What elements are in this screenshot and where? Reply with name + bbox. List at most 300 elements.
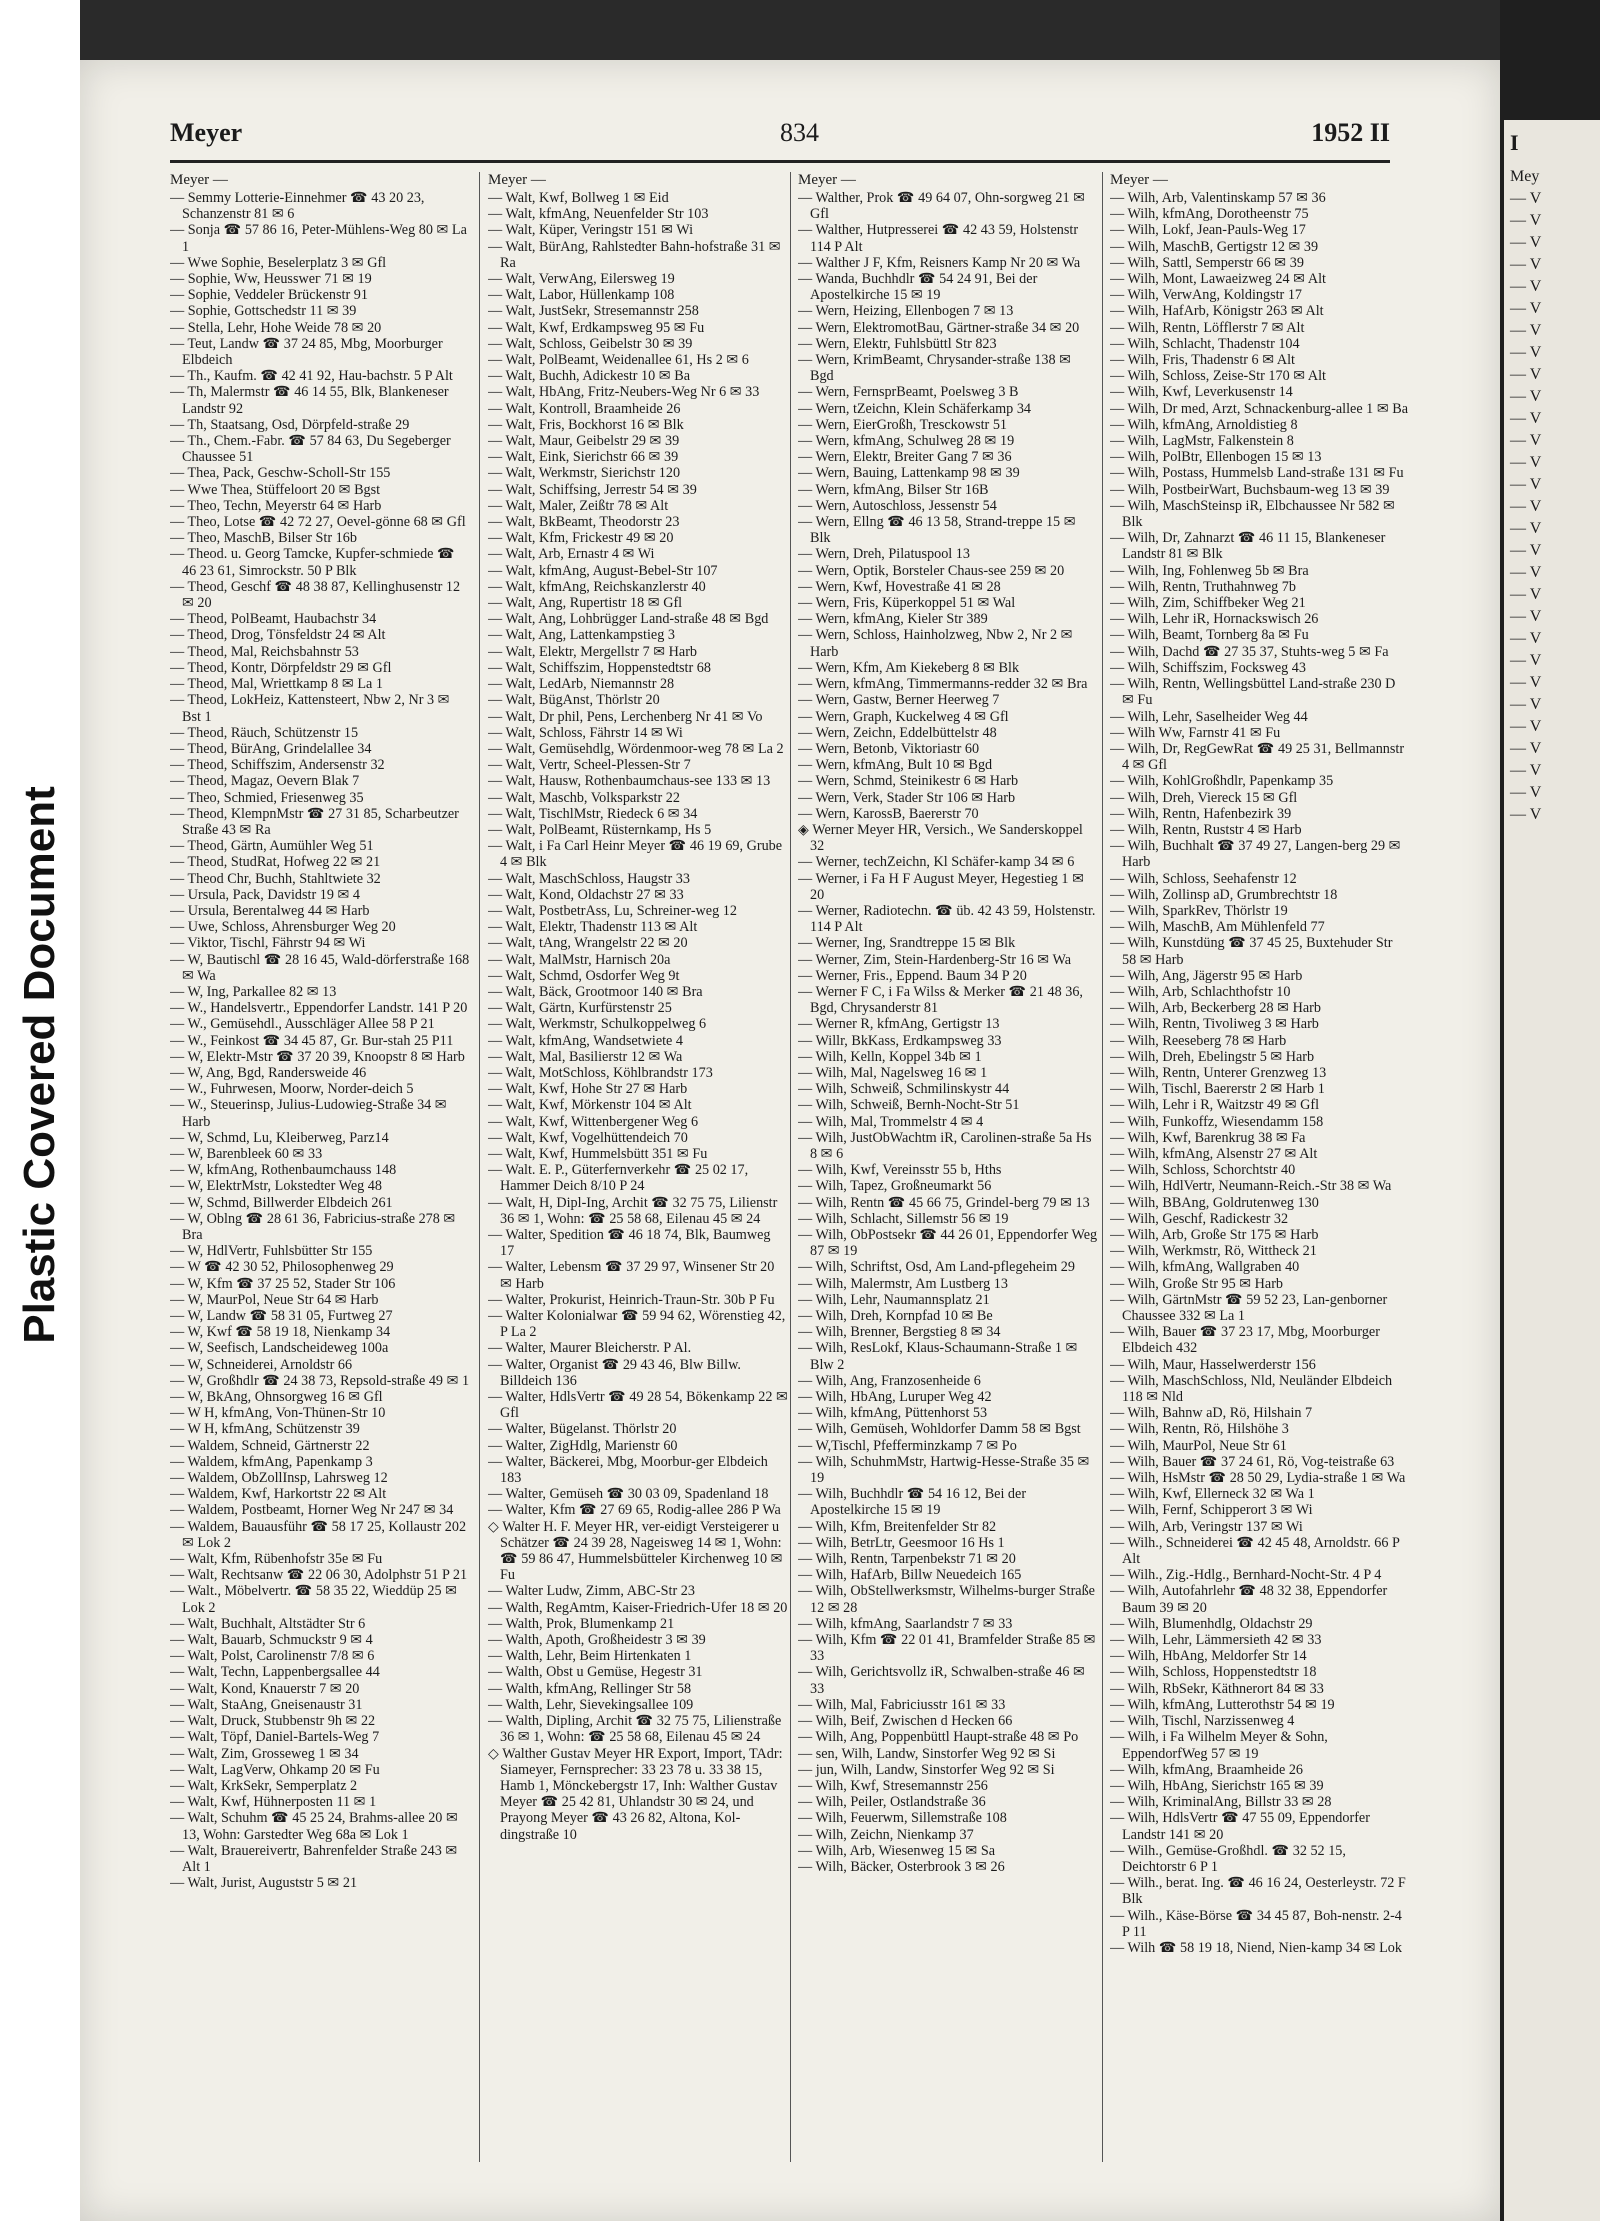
directory-entry: — Wilh, MaschB, Gertigstr 12 ✉ 39 xyxy=(1110,238,1319,255)
directory-entry: — Wern, Dreh, Pilatuspool 13 xyxy=(798,546,970,563)
directory-entry: — Wilh, Beif, Zwischen d Hecken 66 xyxy=(798,1713,1013,1730)
directory-entry: — Wilh, Schlacht, Sillemstr 56 ✉ 19 xyxy=(798,1210,1009,1227)
directory-entry: — Wilh, Zeichn, Nienkamp 37 xyxy=(798,1826,974,1843)
directory-entry: — Wilh, Fernf, Schipperort 3 ✉ Wi xyxy=(1110,1502,1313,1519)
directory-entry: — Theod, Mal, Wriettkamp 8 ✉ La 1 xyxy=(170,676,383,693)
facing-page-items xyxy=(1504,166,1600,826)
directory-entry: — Wilh, Kfm, Breitenfelder Str 82 xyxy=(798,1518,997,1535)
directory-entry: — Theo, Techn, Meyerstr 64 ✉ Harb xyxy=(170,497,382,514)
directory-entry: — Walt, PostbetrAss, Lu, Schreiner-weg 12 xyxy=(488,902,737,919)
directory-entry: — Theod Chr, Buchh, Stahltwiete 32 xyxy=(170,870,381,887)
directory-entry: — Wilh., Schneiderei ☎ 42 45 48, Arnoldstr. 66 P Alt xyxy=(1110,1534,1400,1568)
directory-entry: — Wern, Fris, Küperkoppel 51 ✉ Wal xyxy=(798,595,1016,612)
directory-entry: — Stella, Lehr, Hohe Weide 78 ✉ 20 xyxy=(170,319,382,336)
column-2 xyxy=(488,172,788,2162)
directory-entry: — Wilh Ww, Farnstr 41 ✉ Fu xyxy=(1110,724,1281,741)
directory-entry: — Wilh, Funkoffz, Wiesendamm 158 xyxy=(1110,1113,1324,1130)
side-stamp-label: Plastic Covered Document xyxy=(15,786,64,1344)
directory-entry: — Walt, BkBeamt, Theodorstr 23 xyxy=(488,514,680,531)
directory-entry: — Theod, KlempnMstr ☎ 27 31 85, Scharbeutzer Straße 43 ✉ Ra xyxy=(170,805,459,838)
directory-entry: — Walter, Spedition ☎ 46 18 74, Blk, Baumweg 17 xyxy=(488,1227,771,1260)
directory-entry: — Walt, Fris, Bockhorst 16 ✉ Blk xyxy=(488,416,684,433)
directory-entry: — Wern, KrimBeamt, Chrysander-straße 138 ✉ Bgd xyxy=(798,352,1071,385)
directory-entry: — Walter, HdlsVertr ☎ 49 28 54, Bökenkamp 22 ✉ Gfl xyxy=(488,1389,788,1422)
facing-page-line: — V xyxy=(1510,784,1542,801)
facing-page-line: — V xyxy=(1510,476,1542,493)
directory-entry: — Wilh, HbAng, Meldorfer Str 14 xyxy=(1110,1648,1307,1665)
directory-entry: — Wern, Optik, Borsteler Chaus-see 259 ✉ 20 xyxy=(798,562,1065,579)
directory-entry: — Walt, Bauarb, Schmuckstr 9 ✉ 4 xyxy=(170,1632,373,1649)
directory-entry: — Wern, EierGroßh, Tresckowstr 51 xyxy=(798,416,1008,433)
directory-entry: — Theod, Kontr, Dörpfeldstr 29 ✉ Gfl xyxy=(170,659,392,676)
directory-entry: — Wilh, Schloss, Zeise-Str 170 ✉ Alt xyxy=(1110,368,1326,385)
directory-entry: — W., Fuhrwesen, Moorw, Norder-deich 5 xyxy=(170,1081,414,1098)
directory-entry: — Wilh, MaschSchloss, Nld, Neuländer Elbdeich 118 ✉ Nld xyxy=(1110,1372,1393,1406)
directory-entry: — Wilh., Zig.-Hdlg., Bernhard-Nocht-Str. 4 P 4 xyxy=(1110,1567,1382,1584)
directory-entry: — Wilh, Blumenhdlg, Oldachstr 29 xyxy=(1110,1615,1313,1632)
directory-entry: — Walt, Ang, Lohbrügger Land-straße 48 ✉ Bgd xyxy=(488,611,769,628)
directory-entry: — Wilh, kfmAng, Alsenstr 27 ✉ Alt xyxy=(1110,1145,1318,1162)
directory-entry: — Wilh, Dr, Zahnarzt ☎ 46 11 15, Blankeneser Landstr 81 ✉ Blk xyxy=(1110,530,1386,563)
facing-page-line: — V xyxy=(1510,256,1542,273)
directory-entry: — W, Ang, Bgd, Randersweide 46 xyxy=(170,1064,367,1081)
directory-entry: — Wilh, Kunstdüng ☎ 37 45 25, Buxtehuder Str 58 ✉ Harb xyxy=(1110,935,1393,968)
directory-entry: — Theo, Lotse ☎ 42 72 27, Oevel-gönne 68 ✉ Gfl xyxy=(170,514,466,531)
directory-entry: — Wilh, Kwf, Vereinsstr 55 b, Hths xyxy=(798,1162,1002,1179)
directory-entry: — Walth, Obst u Gemüse, Hegestr 31 xyxy=(488,1664,703,1681)
directory-entry: — Wern, Elektr, Fuhlsbüttl Str 823 xyxy=(798,335,997,352)
directory-entry: — Walt, Bäck, Grootmoor 140 ✉ Bra xyxy=(488,983,703,1000)
listing-columns xyxy=(170,172,1410,2162)
directory-entry: — Wilh, Sattl, Semperstr 66 ✉ 39 xyxy=(1110,254,1304,271)
directory-entry: — Wern, Kfm, Am Kiekeberg 8 ✉ Blk xyxy=(798,659,1020,676)
directory-entry: — Wilh, kfmAng, Braamheide 26 xyxy=(1110,1761,1304,1778)
directory-entry: — Walt, Schloss, Fährstr 14 ✉ Wi xyxy=(488,724,683,741)
directory-entry: — Walt, BürAng, Rahlstedter Bahn-hofstraße 31 ✉ Ra xyxy=(488,238,781,271)
facing-page-line: — V xyxy=(1510,432,1542,449)
directory-entry: — Wilh, Feuerwm, Sillemstraße 108 xyxy=(798,1810,1007,1827)
directory-entry: — W, Schmd, Lu, Kleiberweg, Parz14 xyxy=(170,1129,389,1146)
directory-entry: — Wilh, Beamt, Tornberg 8a ✉ Fu xyxy=(1110,627,1309,644)
directory-entry: — Walt, Kond, Oldachstr 27 ✉ 33 xyxy=(488,886,684,903)
directory-entry: — W, Schneiderei, Arnoldstr 66 xyxy=(170,1356,353,1373)
facing-page-line: — V xyxy=(1510,366,1542,383)
facing-page-line: — V xyxy=(1510,300,1542,317)
directory-entry: — Walt, Techn, Lappenbergsallee 44 xyxy=(170,1664,380,1681)
directory-entry: — Walt, Maler, Zeißtr 78 ✉ Alt xyxy=(488,497,669,514)
directory-entry: — Wilh, Mal, Trommelstr 4 ✉ 4 xyxy=(798,1113,984,1130)
directory-entry: — Sophie, Ww, Heusswег 71 ✉ 19 xyxy=(170,271,372,288)
left-margin xyxy=(0,0,80,2221)
facing-page-line: — V xyxy=(1510,410,1542,427)
column-divider xyxy=(790,172,791,2162)
directory-entry: — Walt, Dr phil, Pens, Lerchenberg Nr 41 ✉ Vo xyxy=(488,708,763,725)
facing-page-line: — V xyxy=(1510,652,1542,669)
directory-entry: — Wilh, Dreh, Viereck 15 ✉ Gfl xyxy=(1110,789,1298,806)
directory-entry: — Wilh, Bahnw aD, Rö, Hilshain 7 xyxy=(1110,1405,1313,1422)
directory-entry: — Wern, Kwf, Hovestraße 41 ✉ 28 xyxy=(798,578,1001,595)
directory-entry: — Walt, BügAnst, Thörlstr 20 xyxy=(488,692,660,709)
directory-entry: — Wilh, Rentn, Wellingsbüttel Land-straße 230 D ✉ Fu xyxy=(1110,676,1396,709)
directory-entry: — W, Ing, Parkallee 82 ✉ 13 xyxy=(170,983,337,1000)
directory-entry: — Wilh, RbSekr, Käthnerort 84 ✉ 33 xyxy=(1110,1680,1324,1697)
directory-entry: — Walt, PolBeamt, Weidenallee 61, Hs 2 ✉ 6 xyxy=(488,352,749,369)
directory-entry: — Wilh, PostbeirWart, Buchsbaum-weg 13 ✉ 39 xyxy=(1110,481,1390,498)
directory-entry: — Wwe Sophie, Beselerplatz 3 ✉ Gfl xyxy=(170,254,387,271)
facing-page-line: — V xyxy=(1510,388,1542,405)
directory-entry: — Walt., Möbelvertr. ☎ 58 35 22, Wieddüp 25 ✉ Lok 2 xyxy=(170,1583,458,1616)
facing-page-heading: I xyxy=(1510,130,1519,155)
directory-entry: — Waldem, Schneid, Gärtnerstr 22 xyxy=(170,1437,370,1454)
directory-entry: — Wilh, Rentn, Hafenbezirk 39 xyxy=(1110,805,1292,822)
directory-entry: — Wilh, Mal, Fabriciusstr 161 ✉ 33 xyxy=(798,1696,1006,1713)
directory-entry: — W, Kfm ☎ 37 25 52, Stader Str 106 xyxy=(170,1275,396,1292)
directory-entry: — Walth, kfmAng, Rellinger Str 58 xyxy=(488,1680,692,1697)
directory-entry: — Wern, Schloss, Hainholzweg, Nbw 2, Nr 2 ✉ Harb xyxy=(798,627,1073,660)
directory-entry: — Wilh., Käse-Börse ☎ 34 45 87, Boh-nenstr. 2-4 P 11 xyxy=(1110,1907,1402,1940)
directory-entry: — Walter, ZigHdlg, Marienstr 60 xyxy=(488,1437,678,1454)
directory-entry: — W ☎ 42 30 52, Philosophenweg 29 xyxy=(170,1259,394,1276)
directory-entry: — Wilh, Arb, Veringstr 137 ✉ Wi xyxy=(1110,1518,1303,1535)
directory-entry: — Walt, LedArb, Niemannstr 28 xyxy=(488,676,675,693)
directory-entry: — Wern, Heizing, Ellenbogen 7 ✉ 13 xyxy=(798,303,1014,320)
directory-entry: — Wilh, Arb, Valentinskamp 57 ✉ 36 xyxy=(1110,190,1326,206)
directory-entry: — Walt. E. P., Güterfernverkehr ☎ 25 02 17, Hammer Deich 8/10 P 24 xyxy=(488,1162,749,1195)
directory-entry: — Waldem, Postbeamt, Horner Weg Nr 247 ✉ 34 xyxy=(170,1502,454,1519)
directory-entry: — W., Handelsvertr., Eppendorfer Landstr. 141 P 20 xyxy=(170,1000,468,1017)
directory-entry: — Viktor, Tischl, Fährstr 94 ✉ Wi xyxy=(170,935,366,952)
directory-entry: — Wilh, kfmAng, Wallgraben 40 xyxy=(1110,1259,1300,1276)
directory-entry: — Wilh, Gemüseh, Wohldorfer Damm 58 ✉ Bgst xyxy=(798,1421,1081,1438)
directory-entry: — Walt, tAng, Wrangelstr 22 ✉ 20 xyxy=(488,935,688,952)
directory-entry: — W H, kfmAng, Von-Thünen-Str 10 xyxy=(170,1405,386,1422)
facing-page-line: — V xyxy=(1510,806,1542,823)
directory-entry: — Werner F C, i Fa Wilss & Merker ☎ 21 48 36, Bgd, Chrysanderstr 81 xyxy=(798,983,1083,1017)
directory-entry: — Walter Kolonialwar ☎ 59 94 62, Wörenstieg 42, P La 2 xyxy=(488,1308,786,1341)
directory-entry: — Wilh, Maur, Hasselwerderstr 156 xyxy=(1110,1356,1316,1373)
right-binding xyxy=(1500,0,1600,2221)
directory-entry: — Ursula, Berentalweg 44 ✉ Harb xyxy=(170,902,370,919)
column-1 xyxy=(170,172,470,2162)
directory-entry: — Wilh, Schweiß, Bernh-Nocht-Str 51 xyxy=(798,1097,1020,1114)
directory-entry: — Waldem, Bauausführ ☎ 58 17 25, Kollaustr 202 ✉ Lok 2 xyxy=(170,1518,467,1551)
directory-entry: — Walth, Prok, Blumenkamp 21 xyxy=(488,1615,675,1632)
directory-entry: — Wilh, PolBtr, Ellenbogen 15 ✉ 13 xyxy=(1110,449,1322,466)
directory-entry: — Sonja ☎ 57 86 16, Peter-Mühlens-Weg 80 ✉ La 1 xyxy=(170,222,467,255)
directory-entry: — Wern, ElektromotBau, Gärtner-straße 34 ✉ 20 xyxy=(798,319,1080,336)
directory-entry: — Theod, Gärtn, Aumühler Weg 51 xyxy=(170,838,374,855)
directory-entry: — Theod, Geschf ☎ 48 38 87, Kellinghusenstr 12 ✉ 20 xyxy=(170,578,461,612)
directory-entry: — Wilh, Reeseberg 78 ✉ Harb xyxy=(1110,1032,1287,1049)
directory-entry: — Wilh, Dr med, Arzt, Schnackenburg-allee 1 ✉ Ba xyxy=(1110,400,1409,417)
facing-page-line: — V xyxy=(1510,190,1542,207)
directory-entry: — Walt, Kond, Knauerstr 7 ✉ 20 xyxy=(170,1680,360,1697)
directory-entry: — Wilh., berat. Ing. ☎ 46 16 24, Oesterleystr. 72 F Blk xyxy=(1110,1875,1406,1908)
facing-page-line: — V xyxy=(1510,234,1542,251)
directory-entry: — Werner, Zim, Stein-Hardenberg-Str 16 ✉ Wa xyxy=(798,951,1072,968)
directory-entry: — Wern, Zeichn, Eddelbüttelstr 48 xyxy=(798,724,997,741)
directory-entry: — Wilh, LagMstr, Falkenstein 8 xyxy=(1110,433,1294,450)
directory-entry: — Wanda, Buchhdlr ☎ 54 24 91, Bei der Apostelkirche 15 ✉ 19 xyxy=(798,271,1038,304)
directory-entry: — Th., Kaufm. ☎ 42 41 92, Hau-bachstr. 5 P Alt xyxy=(170,368,453,385)
column-lead: Meyer — xyxy=(170,172,228,188)
page-header xyxy=(170,118,1390,158)
directory-entry: — Walt, Schmd, Osdorfer Weg 9t xyxy=(488,967,680,984)
entries-list xyxy=(1110,190,1410,1956)
directory-entry: — Walt, Rechtsanw ☎ 22 06 30, Adolphstr 51 P 21 xyxy=(170,1567,468,1584)
directory-entry: — Walt, Buchh, Adickestr 10 ✉ Ba xyxy=(488,368,690,385)
directory-entry: — Wilh, Ang, Franzosenheide 6 xyxy=(798,1372,981,1389)
facing-page-line: — V xyxy=(1510,630,1542,647)
directory-entry: — Walt, kfmAng, Reichskanzlerstr 40 xyxy=(488,578,706,595)
directory-entry: — Walt, Kfm, Rübenhofstr 35e ✉ Fu xyxy=(170,1551,383,1568)
directory-entry: — Walth, Apoth, Großheidestr 3 ✉ 39 xyxy=(488,1632,706,1649)
directory-entry: — Werner, Ing, Srandtreppe 15 ✉ Blk xyxy=(798,935,1016,952)
directory-entry: — Walt, Maur, Geibelstr 29 ✉ 39 xyxy=(488,433,680,450)
directory-entry: — Wilh, kfmAng, Saarlandstr 7 ✉ 33 xyxy=(798,1615,1013,1632)
facing-page-line: — V xyxy=(1510,586,1542,603)
directory-entry: — Walt, Kwf, Wittenbergener Weg 6 xyxy=(488,1113,699,1130)
directory-entry: — Walt, Brauereivertr, Bahrenfelder Straße 243 ✉ Alt 1 xyxy=(170,1842,458,1875)
directory-entry: — Wilh, Fris, Thadenstr 6 ✉ Alt xyxy=(1110,352,1295,369)
directory-entry: — Wilh, Lokf, Jean-Pauls-Weg 17 xyxy=(1110,222,1306,239)
directory-entry: — Th, Malermstr ☎ 46 14 55, Blk, Blankeneser Landstr 92 xyxy=(170,384,449,417)
column-divider xyxy=(1102,172,1103,2162)
directory-entry: — Walter, Bügelanst. Thörlstr 20 xyxy=(488,1421,677,1438)
directory-entry: — Wilh, MaschB, Am Mühlenfeld 77 xyxy=(1110,919,1325,936)
header-rule xyxy=(170,160,1390,163)
directory-entry: ◈ Werner Meyer HR, Versich., We Sanderskoppel 32 xyxy=(798,821,1083,855)
directory-entry: — Wilh, Rentn, Truthahnweg 7b xyxy=(1110,578,1296,595)
directory-entry: — Wilh, Gerichtsvollz iR, Schwalben-straße 46 ✉ 33 xyxy=(798,1664,1085,1697)
directory-entry: — Walt, Jurist, Auguststr 5 ✉ 21 xyxy=(170,1875,358,1892)
directory-entry: — Werner, i Fa H F August Meyer, Hegestieg 1 ✉ 20 xyxy=(798,870,1084,903)
directory-entry: — Wilh, Rentn ☎ 45 66 75, Grindel-berg 79 ✉ 13 xyxy=(798,1194,1090,1211)
directory-entry: — Walt, Gemüsehdlg, Wördenmoor-weg 78 ✉ La 2 xyxy=(488,740,784,757)
directory-entry: — Wilh, Lehr, Lämmersieth 42 ✉ 33 xyxy=(1110,1632,1322,1649)
directory-entry: — Walt, Hausw, Rothenbaumchaus-see 133 ✉ 13 xyxy=(488,773,771,790)
directory-entry: — Wilh, i Fa Wilhelm Meyer & Sohn, EppendorfWeg 57 ✉ 19 xyxy=(1110,1729,1328,1762)
directory-entry: — Wilh, Rentn, Rö, Hilshöhe 3 xyxy=(1110,1421,1289,1438)
directory-entry: — Wilh, MaschSteinsp iR, Elbchaussee Nr 582 ✉ Blk xyxy=(1110,497,1395,531)
directory-entry: — jun, Wilh, Landw, Sinstorfer Weg 92 ✉ Si xyxy=(798,1761,1055,1778)
directory-entry: — Theod, Drog, Tönsfeldstr 24 ✉ Alt xyxy=(170,627,386,644)
directory-entry: — Wilh, Ing, Fohlenweg 5b ✉ Bra xyxy=(1110,562,1309,579)
directory-entry: — Wern, Betonb, Viktoriastr 60 xyxy=(798,740,980,757)
directory-entry: — Walt, Ang, Rupertistr 18 ✉ Gfl xyxy=(488,595,683,612)
directory-entry: — Wilh, Kwf, Leverkusenstr 14 xyxy=(1110,384,1293,401)
directory-entry: — Walt, Kwf, Erdkampsweg 95 ✉ Fu xyxy=(488,319,705,336)
directory-entry: — Wilh, kfmAng, Püttenhorst 53 xyxy=(798,1405,988,1422)
directory-entry: — W, Seefisch, Landscheideweg 100a xyxy=(170,1340,389,1357)
directory-entry: — Walter, Bäckerei, Mbg, Moorbur-ger Elbdeich 183 xyxy=(488,1453,768,1487)
directory-entry: — Wilh, VerwAng, Koldingstr 17 xyxy=(1110,287,1303,304)
directory-entry: — Wilh, Lehr i R, Waitzstr 49 ✉ Gfl xyxy=(1110,1097,1320,1114)
directory-entry: — W, HdlVertr, Fuhlsbütter Str 155 xyxy=(170,1243,373,1260)
directory-entry: — Wern, kfmAng, Bilser Str 16B xyxy=(798,481,989,498)
directory-entry: — Walter, Prokurist, Heinrich-Traun-Str. 30b P Fu xyxy=(488,1291,775,1308)
directory-entry: — Waldem, Kwf, Harkortstr 22 ✉ Alt xyxy=(170,1486,387,1503)
directory-entry: — W, BkAng, Ohnsorgweg 16 ✉ Gfl xyxy=(170,1389,383,1406)
facing-page-line: — V xyxy=(1510,212,1542,229)
directory-entry: — Walth, Lehr, Beim Hirtenkaten 1 xyxy=(488,1648,692,1665)
directory-entry: — Walter, Organist ☎ 29 43 46, Blw Billw. Billdeich 136 xyxy=(488,1356,741,1389)
directory-entry: — Wilh, Postass, Hummelsb Land-straße 131 ✉ Fu xyxy=(1110,465,1404,482)
directory-entry: — Walt, HbAng, Fritz-Neubers-Weg Nr 6 ✉ 33 xyxy=(488,384,760,401)
directory-entry: — W, Barenbleek 60 ✉ 33 xyxy=(170,1145,323,1162)
directory-entry: — Walt, Mal, Basilierstr 12 ✉ Wa xyxy=(488,1048,683,1065)
directory-entry: — W, Großhdlr ☎ 24 38 73, Repsold-straße 49 ✉ 1 xyxy=(170,1372,470,1389)
directory-entry: — Walt, Kontroll, Braamheide 26 xyxy=(488,400,681,417)
directory-entry: — Thea, Pack, Geschw-Scholl-Str 155 xyxy=(170,465,391,482)
facing-page-line: — V xyxy=(1510,564,1542,581)
directory-entry: — Wilh, Lehr, Naumannsplatz 21 xyxy=(798,1291,990,1308)
facing-page-line: — V xyxy=(1510,696,1542,713)
directory-entry: — Walt, Kwf, Hohe Str 27 ✉ Harb xyxy=(488,1081,688,1098)
directory-entry: — Werner, Fris., Eppend. Baum 34 P 20 xyxy=(798,967,1027,984)
directory-entry: — Wilh, Kwf, Ellerneck 32 ✉ Wa 1 xyxy=(1110,1486,1315,1503)
directory-entry: — Walt, Werkmstr, Schulkoppelweg 6 xyxy=(488,1016,707,1033)
directory-entry: — Walt, MalMstr, Harnisch 20a xyxy=(488,951,671,968)
directory-entry: — Walt, i Fa Carl Heinr Meyer ☎ 46 19 69, Grube 4 ✉ Blk xyxy=(488,838,783,871)
directory-entry: — Wilh, Arb, Beckerberg 28 ✉ Harb xyxy=(1110,1000,1321,1017)
column-4 xyxy=(1110,172,1410,2162)
directory-entry: — Semmy Lotterie-Einnehmer ☎ 43 20 23, Schanzenstr 81 ✉ 6 xyxy=(170,190,425,223)
directory-entry: — Wilh, kfmAng, Arnoldistieg 8 xyxy=(1110,416,1298,433)
directory-entry: — Wilh, Kwf, Stresemannstr 256 xyxy=(798,1777,988,1794)
directory-entry: — Sophie, Gottschedstr 11 ✉ 39 xyxy=(170,303,357,320)
directory-entry: — Sophie, Veddeler Brückenstr 91 xyxy=(170,287,368,304)
directory-entry: — Wilh, Zollinsp aD, Grumbrechtstr 18 xyxy=(1110,886,1338,903)
directory-entry: — Wilh, kfmAng, Dorotheenstr 75 xyxy=(1110,206,1309,223)
directory-entry: — Walt, Schloss, Geibelstr 30 ✉ 39 xyxy=(488,335,693,352)
directory-entry: — Wilh, HbAng, Sierichstr 165 ✉ 39 xyxy=(1110,1777,1324,1794)
directory-entry: — Wilh, Werkmstr, Rö, Wittheck 21 xyxy=(1110,1243,1317,1260)
directory-entry: — Wilh, Buchhdlr ☎ 54 16 12, Bei der Apostelkirche 15 ✉ 19 xyxy=(798,1486,1027,1519)
directory-entry: — Walter, Kfm ☎ 27 69 65, Rodig-allee 286 P Wa xyxy=(488,1502,781,1519)
directory-entry: — Waldem, kfmAng, Papenkamp 3 xyxy=(170,1453,373,1470)
directory-entry: — Walt, Elektr, Mergellstr 7 ✉ Harb xyxy=(488,643,698,660)
directory-entry: — Th, Staatsang, Osd, Dörpfeld-straße 29 xyxy=(170,416,410,433)
directory-entry: — Waldem, ObZollInsp, Lahrsweg 12 xyxy=(170,1470,388,1487)
directory-entry: — Theod, Schiffszim, Andersenstr 32 xyxy=(170,757,385,774)
directory-entry: — Walt, Ang, Lattenkampstieg 3 xyxy=(488,627,675,644)
directory-entry: — Theod, Magaz, Oevern Blak 7 xyxy=(170,773,360,790)
directory-entry: — Wilh, Tischl, Baererstr 2 ✉ Harb 1 xyxy=(1110,1081,1325,1098)
directory-entry: — Walt, KrkSekr, Semperplatz 2 xyxy=(170,1777,358,1794)
directory-entry: — Wilh, Mont, Lawaeizweg 24 ✉ Alt xyxy=(1110,271,1326,288)
directory-entry: — Wilh, Schiffszim, Focksweg 43 xyxy=(1110,659,1306,676)
directory-entry: — Walt, JustSekr, Stresemannstr 258 xyxy=(488,303,699,320)
directory-entry: — Walter Ludw, Zimm, ABC-Str 23 xyxy=(488,1583,695,1600)
facing-page-line: Mey xyxy=(1510,168,1540,185)
directory-entry: — W,Tischl, Pfefferminzkamp 7 ✉ Po xyxy=(798,1437,1017,1454)
directory-entry: — Walt, Polst, Carolinenstr 7/8 ✉ 6 xyxy=(170,1648,375,1665)
directory-entry: — Walt, kfmAng, Wandsetwiete 4 xyxy=(488,1032,683,1049)
directory-entry: — Wilh, Zim, Schiffbeker Weg 21 xyxy=(1110,595,1306,612)
directory-entry: — Ursula, Pack, Davidstr 19 ✉ 4 xyxy=(170,886,360,903)
directory-entry: — Wilh, Rentn, Tivoliweg 3 ✉ Harb xyxy=(1110,1016,1319,1033)
directory-entry: — Walt, Schiffszim, Hoppenstedtstr 68 xyxy=(488,659,711,676)
directory-entry: — Wilh, Peiler, Ostlandstraße 36 xyxy=(798,1794,986,1811)
directory-entry: — Walt, Werkmstr, Sierichstr 120 xyxy=(488,465,681,482)
directory-entry: — Werner, Radiotechn. ☎ üb. 42 43 59, Holstenstr. 114 P Alt xyxy=(798,902,1096,936)
directory-entry: — Walt, Buchhalt, Altstädter Str 6 xyxy=(170,1615,366,1632)
directory-entry: — Willr, BkKass, Erdkampsweg 33 xyxy=(798,1032,1002,1049)
directory-entry: — Wilh, Kwf, Barenkrug 38 ✉ Fa xyxy=(1110,1129,1306,1146)
directory-entry: — Wilh, Große Str 95 ✉ Harb xyxy=(1110,1275,1284,1292)
directory-entry: — Wilh, ObStellwerksmstr, Wilhelms-burger Straße 12 ✉ 28 xyxy=(798,1583,1095,1616)
directory-entry: — Wilh, Arb, Große Str 175 ✉ Harb xyxy=(1110,1227,1319,1243)
directory-entry: — Wern, Gastw, Berner Heerweg 7 xyxy=(798,692,1000,709)
directory-entry: — Theod, LokHeiz, Kattensteert, Nbw 2, Nr 3 ✉ Bst 1 xyxy=(170,692,450,725)
directory-entry: — Wilh, ObPostsekr ☎ 44 26 01, Eppendorfer Weg 87 ✉ 19 xyxy=(798,1227,1098,1260)
directory-entry: — Wilh, Dreh, Ebelingstr 5 ✉ Harb xyxy=(1110,1048,1315,1065)
facing-page-line: — V xyxy=(1510,608,1542,625)
directory-entry: — Wilh, Brenner, Bergstieg 8 ✉ 34 xyxy=(798,1324,1001,1341)
directory-entry: — W, Schmd, Billwerder Elbdeich 261 xyxy=(170,1194,393,1211)
directory-entry: — Wilh, Rentn, Ruststr 4 ✉ Harb xyxy=(1110,821,1302,838)
directory-entry: — Walt, Gärtn, Kurfürstenstr 25 xyxy=(488,1000,672,1017)
directory-entry: — Wern, Bauing, Lattenkamp 98 ✉ 39 xyxy=(798,465,1020,482)
directory-entry: — Wilh., Gemüse-Großhdl. ☎ 32 52 15, Deichtorstr 6 P 1 xyxy=(1110,1842,1346,1875)
directory-entry: — W, Oblng ☎ 28 61 36, Fabricius-straße 278 ✉ Bra xyxy=(170,1210,456,1243)
directory-entry: ◇ Walter H. F. Meyer HR, ver-eidigt Versteigerer u Schätzer ☎ 24 39 28, Nageisweg 14 ✉ 1, Wohn: ☎ 59 86 47, Hummelsbütteler Kirchenweg 10 ✉ Fu xyxy=(488,1518,783,1584)
directory-entry: — Wern, kfmAng, Timmermanns-redder 32 ✉ Bra xyxy=(798,676,1088,693)
facing-page-line: — V xyxy=(1510,498,1542,515)
facing-page-line: — V xyxy=(1510,762,1542,779)
column-divider xyxy=(479,172,480,2162)
column-lead: Meyer — xyxy=(1110,172,1168,188)
directory-entry: — Walt, Küper, Veringstr 151 ✉ Wi xyxy=(488,222,694,239)
directory-entry: — Wilh, Arb, Wiesenweg 15 ✉ Sa xyxy=(798,1842,996,1859)
directory-entry: — Wilh, Kelln, Koppel 34b ✉ 1 xyxy=(798,1048,982,1065)
directory-entry: — Wilh, Tischl, Narzissenweg 4 xyxy=(1110,1713,1295,1730)
directory-entry: — Wilh, Dachd ☎ 27 35 37, Stuhts-weg 5 ✉ Fa xyxy=(1110,643,1389,660)
directory-entry: — Wilh, Bauer ☎ 37 24 61, Rö, Vog-teistraße 63 xyxy=(1110,1453,1395,1470)
directory-entry: — Theod, Mal, Reichsbahnstr 53 xyxy=(170,643,359,660)
directory-entry: — Theod, BürAng, Grindelallee 34 xyxy=(170,740,372,757)
directory-entry: — Walt, Maschb, Volksparkstr 22 xyxy=(488,789,680,806)
facing-page-line: — V xyxy=(1510,674,1542,691)
directory-entry: — Walth, Lehr, Sievekingsallee 109 xyxy=(488,1696,694,1713)
directory-entry: — Walt, MotSchloss, Köhlbrandstr 173 xyxy=(488,1064,713,1081)
directory-entry: — Wilh, Geschf, Radickestr 32 xyxy=(1110,1210,1289,1227)
directory-entry: — Wilh, Ang, Poppenbüttl Haupt-straße 48 ✉ Po xyxy=(798,1729,1079,1746)
directory-entry: — Wilh, Dr, RegGewRat ☎ 49 25 31, Bellmannstr 4 ✉ Gfl xyxy=(1110,740,1405,774)
directory-entry: — Wilh, JustObWachtm iR, Carolinen-straße 5a Hs 8 ✉ 6 xyxy=(798,1129,1092,1162)
directory-entry: — Walt, Labor, Hüllenkamp 108 xyxy=(488,287,675,304)
directory-entry: — Wilh, Schweiß, Schmilinskystr 44 xyxy=(798,1081,1010,1098)
directory-entry: — Wilh ☎ 58 19 18, Niend, Nien-kamp 34 ✉ Lok xyxy=(1110,1939,1402,1956)
directory-entry: — Walter, Gemüseh ☎ 30 03 09, Spadenland 18 xyxy=(488,1486,769,1503)
facing-page-line: — V xyxy=(1510,740,1542,757)
entries-list xyxy=(488,190,788,1843)
directory-entry: — Wilh, Ang, Jägerstr 95 ✉ Harb xyxy=(1110,967,1303,984)
directory-entry: — Werner R, kfmAng, Gertigstr 13 xyxy=(798,1016,1000,1033)
header-page-number: 834 xyxy=(780,118,819,147)
directory-entry: — Walt, Schuhm ☎ 45 25 24, Brahms-allee 20 ✉ 13, Wohn: Garstedter Weg 68a ✉ Lok 1 xyxy=(170,1810,458,1843)
directory-entry: — Wilh, Schriftst, Osd, Am Land-pflegeheim 29 xyxy=(798,1259,1075,1276)
facing-page-line: — V xyxy=(1510,322,1542,339)
directory-entry: — Walt, Töpf, Daniel-Bartels-Weg 7 xyxy=(170,1729,380,1746)
directory-entry: — Walther, Prok ☎ 49 64 07, Ohn-sorgweg 21 ✉ Gfl xyxy=(798,190,1086,223)
directory-entry: — Walt, Kwf, Vogelhüttendeich 70 xyxy=(488,1129,688,1146)
directory-entry: — Wilh, BetrLtr, Geesmoor 16 Hs 1 xyxy=(798,1534,1005,1551)
directory-entry: — Wern, Autoschloss, Jessenstr 54 xyxy=(798,497,997,514)
directory-entry: — Wilh, Rentn, Tarpenbekstr 71 ✉ 20 xyxy=(798,1551,1016,1568)
directory-entry: — Wilh, HdlVertr, Neumann-Reich.-Str 38 ✉ Wa xyxy=(1110,1178,1392,1195)
